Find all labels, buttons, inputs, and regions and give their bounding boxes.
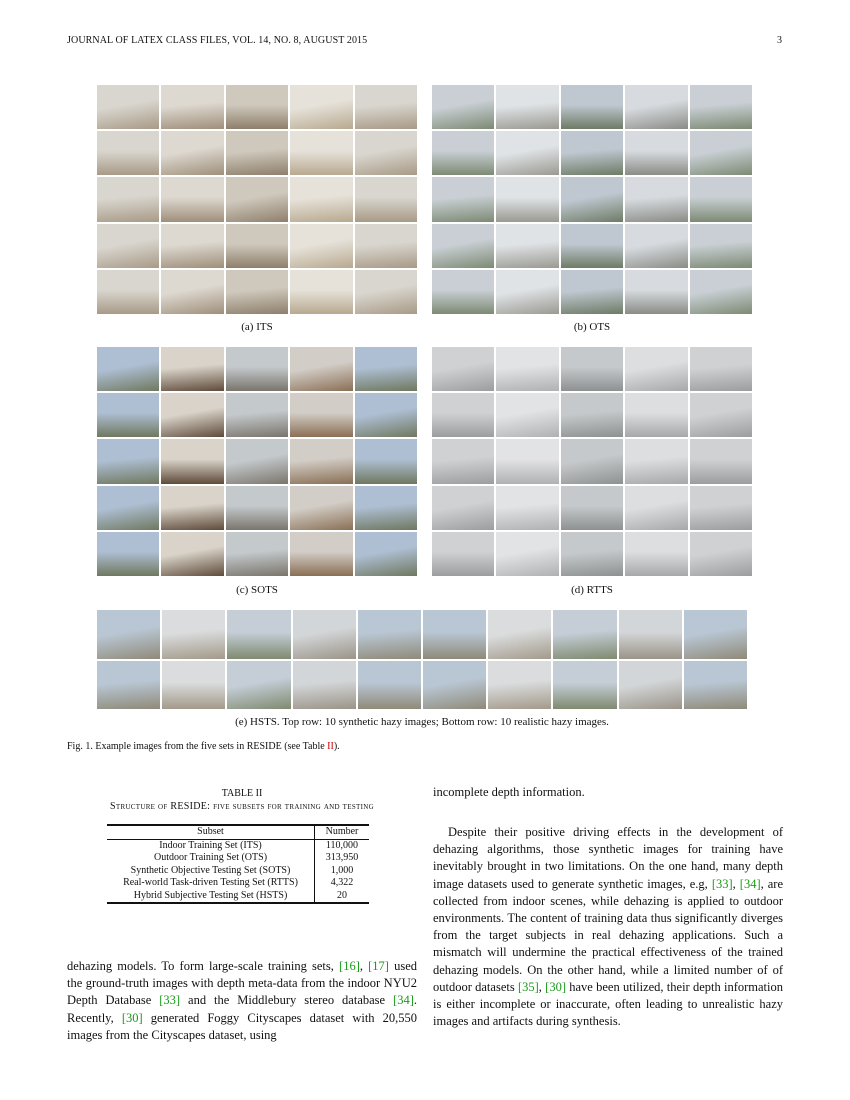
table-row [107, 865, 369, 878]
thumbnail-image [496, 270, 558, 314]
thumbnail-image [226, 131, 288, 175]
thumbnail-image [432, 439, 494, 483]
thumbnail-image [561, 177, 623, 221]
thumbnail-image [97, 270, 159, 314]
thumbnail-image [293, 610, 356, 659]
right-column-continuation: incomplete depth information. [433, 785, 585, 799]
thumbnail-image [161, 532, 223, 576]
thumbnail-image [227, 661, 290, 710]
table-cell: Outdoor Training Set (OTS) [153, 852, 268, 863]
thumbnail-image [625, 347, 687, 391]
thumbnail-image [690, 532, 752, 576]
citation-link[interactable]: [33] [711, 876, 733, 891]
thumbnail-image [290, 393, 352, 437]
thumbnail-image [561, 131, 623, 175]
thumbnail-image [161, 85, 223, 129]
thumbnail-image [290, 131, 352, 175]
thumbnail-image [625, 270, 687, 314]
thumbnail-image [355, 85, 417, 129]
text-run: , are collected from indoor scenes, while dehazing is applied to outdoor environments. The content of training data thus significantly diverges from the target subjects in real dehazing applications. Such a mismatch will undermine the practical effectiveness of the trained dehazing models. On the other hand, while a limited number of of outdoor datasets [433, 876, 783, 994]
thumbnail-image [290, 532, 352, 576]
thumbnail-image [355, 224, 417, 268]
thumbnail-image [226, 270, 288, 314]
table-cell: 110,000 [315, 839, 370, 852]
subcaption-ots: (b) OTS [573, 321, 611, 333]
citation-link[interactable]: [30] [545, 979, 566, 994]
thumbnail-image [97, 610, 160, 659]
thumbnail-image [355, 177, 417, 221]
thumbnail-image [161, 224, 223, 268]
running-header: JOURNAL OF LATEX CLASS FILES, VOL. 14, NO. 8, AUGUST 2015 [67, 35, 368, 46]
thumbnail-image [97, 85, 159, 129]
figure-panel-hsts [97, 610, 747, 709]
figure-panel-sots [97, 347, 417, 576]
thumbnail-image [432, 486, 494, 530]
thumbnail-image [161, 439, 223, 483]
thumbnail-image [226, 224, 288, 268]
thumbnail-image [684, 610, 747, 659]
thumbnail-image [293, 661, 356, 710]
thumbnail-image [619, 661, 682, 710]
thumbnail-image [625, 439, 687, 483]
thumbnail-image [161, 177, 223, 221]
table-row [107, 839, 369, 852]
citation-link[interactable]: [34] [739, 876, 761, 891]
text-run: generated Foggy Cityscapes dataset with 20,550 images from the Cityscapes dataset, using [67, 1010, 417, 1042]
thumbnail-image [625, 177, 687, 221]
thumbnail-image [432, 393, 494, 437]
thumbnail-image [423, 610, 486, 659]
thumbnail-image [625, 85, 687, 129]
thumbnail-image [690, 486, 752, 530]
figure-panel-ots [432, 85, 752, 314]
thumbnail-image [488, 661, 551, 710]
column-header-number: Number [315, 825, 370, 839]
text-run: , [538, 979, 546, 994]
table-cell: Real-world Task-driven Testing Set (RTTS) [123, 877, 298, 888]
thumbnail-image [97, 177, 159, 221]
thumbnail-image [358, 610, 421, 659]
thumbnail-image [496, 439, 558, 483]
thumbnail-image [496, 131, 558, 175]
page-number: 3 [777, 35, 782, 46]
table-title-block [67, 787, 417, 813]
thumbnail-image [226, 439, 288, 483]
figure-panel-rtts [432, 347, 752, 576]
text-run: , [359, 959, 369, 973]
thumbnail-image [561, 486, 623, 530]
figure-caption [67, 741, 340, 752]
data-table [107, 824, 369, 904]
thumbnail-image [488, 610, 551, 659]
thumbnail-image [423, 661, 486, 710]
thumbnail-image [561, 347, 623, 391]
text-run: have been utilized, their depth information is either incomplete or inaccurate, often leading to unrealistic hazy images and artifacts during synthesis. [433, 979, 783, 1029]
citation-link[interactable]: [30] [121, 1010, 143, 1025]
table-cell: Indoor Training Set (ITS) [159, 839, 262, 851]
thumbnail-image [161, 131, 223, 175]
column-header-subset: Subset [107, 825, 315, 839]
table-ref-link[interactable]: II [327, 741, 334, 752]
table-row [107, 890, 369, 904]
thumbnail-image [690, 85, 752, 129]
thumbnail-image [561, 393, 623, 437]
subcaption-rtts: (d) RTTS [571, 584, 613, 596]
thumbnail-image [561, 270, 623, 314]
table-title: Structure of RESIDE: five subsets for training and testing [110, 801, 374, 812]
thumbnail-image [226, 85, 288, 129]
thumbnail-image [496, 532, 558, 576]
thumbnail-image [162, 661, 225, 710]
thumbnail-image [561, 439, 623, 483]
thumbnail-image [226, 177, 288, 221]
text-run: . Recently, [67, 993, 417, 1025]
thumbnail-image [290, 486, 352, 530]
thumbnail-image [496, 393, 558, 437]
thumbnail-image [355, 486, 417, 530]
thumbnail-image [684, 661, 747, 710]
thumbnail-image [97, 486, 159, 530]
table-label: TABLE II [221, 788, 263, 799]
thumbnail-image [690, 131, 752, 175]
thumbnail-image [97, 393, 159, 437]
thumbnail-image [358, 661, 421, 710]
thumbnail-image [290, 177, 352, 221]
thumbnail-image [161, 486, 223, 530]
table-row [107, 877, 369, 890]
thumbnail-image [226, 393, 288, 437]
thumbnail-image [553, 610, 616, 659]
citation-link[interactable]: [34] [393, 993, 414, 1008]
thumbnail-image [690, 224, 752, 268]
thumbnail-image [496, 85, 558, 129]
table-cell: 4,322 [315, 877, 370, 890]
thumbnail-image [496, 224, 558, 268]
subcaption-sots: (c) SOTS [236, 584, 278, 596]
thumbnail-image [625, 131, 687, 175]
thumbnail-image [355, 393, 417, 437]
text-run: used the ground-truth images with depth meta-data from the indoor NYU2 Depth Database [67, 959, 417, 1008]
figure-caption-end: ). [333, 741, 340, 752]
thumbnail-image [432, 224, 494, 268]
thumbnail-image [226, 532, 288, 576]
figure-panel-its [97, 85, 417, 314]
thumbnail-image [432, 131, 494, 175]
thumbnail-image [690, 270, 752, 314]
thumbnail-image [226, 347, 288, 391]
thumbnail-image [161, 347, 223, 391]
table-cell: 1,000 [315, 865, 370, 878]
citation-link[interactable]: [35] [517, 979, 539, 994]
thumbnail-image [97, 661, 160, 710]
citation-link[interactable]: [17] [368, 959, 389, 973]
text-run: , [732, 876, 740, 891]
right-column-paragraph [433, 824, 783, 1030]
thumbnail-image [290, 347, 352, 391]
thumbnail-image [561, 85, 623, 129]
thumbnail-image [553, 661, 616, 710]
text-run: Despite their positive driving effects in the development of dehazing algorithms, those synthetic images for training have inevitably brought in two limitations. On the one hand, many depth image datasets used to generate synthetic images, e.g, [433, 825, 783, 891]
thumbnail-image [690, 177, 752, 221]
thumbnail-image [162, 610, 225, 659]
thumbnail-image [97, 224, 159, 268]
thumbnail-image [290, 270, 352, 314]
thumbnail-image [355, 532, 417, 576]
thumbnail-image [625, 486, 687, 530]
thumbnail-image [625, 532, 687, 576]
thumbnail-image [432, 85, 494, 129]
thumbnail-image [496, 486, 558, 530]
citation-link[interactable]: [16] [339, 959, 360, 973]
text-run: and the Middlebury stereo database [180, 993, 394, 1008]
thumbnail-image [355, 439, 417, 483]
thumbnail-image [355, 131, 417, 175]
thumbnail-image [97, 439, 159, 483]
thumbnail-image [290, 85, 352, 129]
thumbnail-image [432, 177, 494, 221]
subcaption-its: (a) ITS [241, 321, 273, 333]
thumbnail-image [290, 224, 352, 268]
thumbnail-image [690, 439, 752, 483]
thumbnail-image [226, 486, 288, 530]
thumbnail-image [290, 439, 352, 483]
thumbnail-image [97, 347, 159, 391]
thumbnail-image [355, 347, 417, 391]
table-cell: Hybrid Subjective Testing Set (HSTS) [107, 890, 315, 904]
thumbnail-image [355, 270, 417, 314]
thumbnail-image [690, 393, 752, 437]
thumbnail-image [561, 224, 623, 268]
thumbnail-image [161, 270, 223, 314]
citation-link[interactable]: [33] [159, 993, 181, 1008]
thumbnail-image [496, 347, 558, 391]
thumbnail-image [432, 270, 494, 314]
thumbnail-image [432, 347, 494, 391]
thumbnail-image [625, 393, 687, 437]
figure-caption-text: Fig. 1. Example images from the five sets in RESIDE (see Table [67, 741, 328, 752]
thumbnail-image [161, 393, 223, 437]
thumbnail-image [625, 224, 687, 268]
thumbnail-image [690, 347, 752, 391]
text-run: dehazing models. To form large-scale training sets, [67, 959, 340, 973]
left-column-paragraph [67, 958, 417, 1044]
table-cell: Synthetic Objective Testing Set (SOTS) [130, 864, 291, 876]
thumbnail-image [227, 610, 290, 659]
thumbnail-image [97, 131, 159, 175]
table-cell: 20 [315, 890, 370, 904]
subcaption-hsts: (e) HSTS. Top row: 10 synthetic hazy images; Bottom row: 10 realistic hazy images. [235, 716, 609, 728]
thumbnail-image [432, 532, 494, 576]
table-row [107, 852, 369, 865]
thumbnail-image [561, 532, 623, 576]
thumbnail-image [619, 610, 682, 659]
table-cell: 313,950 [315, 852, 370, 865]
thumbnail-image [496, 177, 558, 221]
thumbnail-image [97, 532, 159, 576]
